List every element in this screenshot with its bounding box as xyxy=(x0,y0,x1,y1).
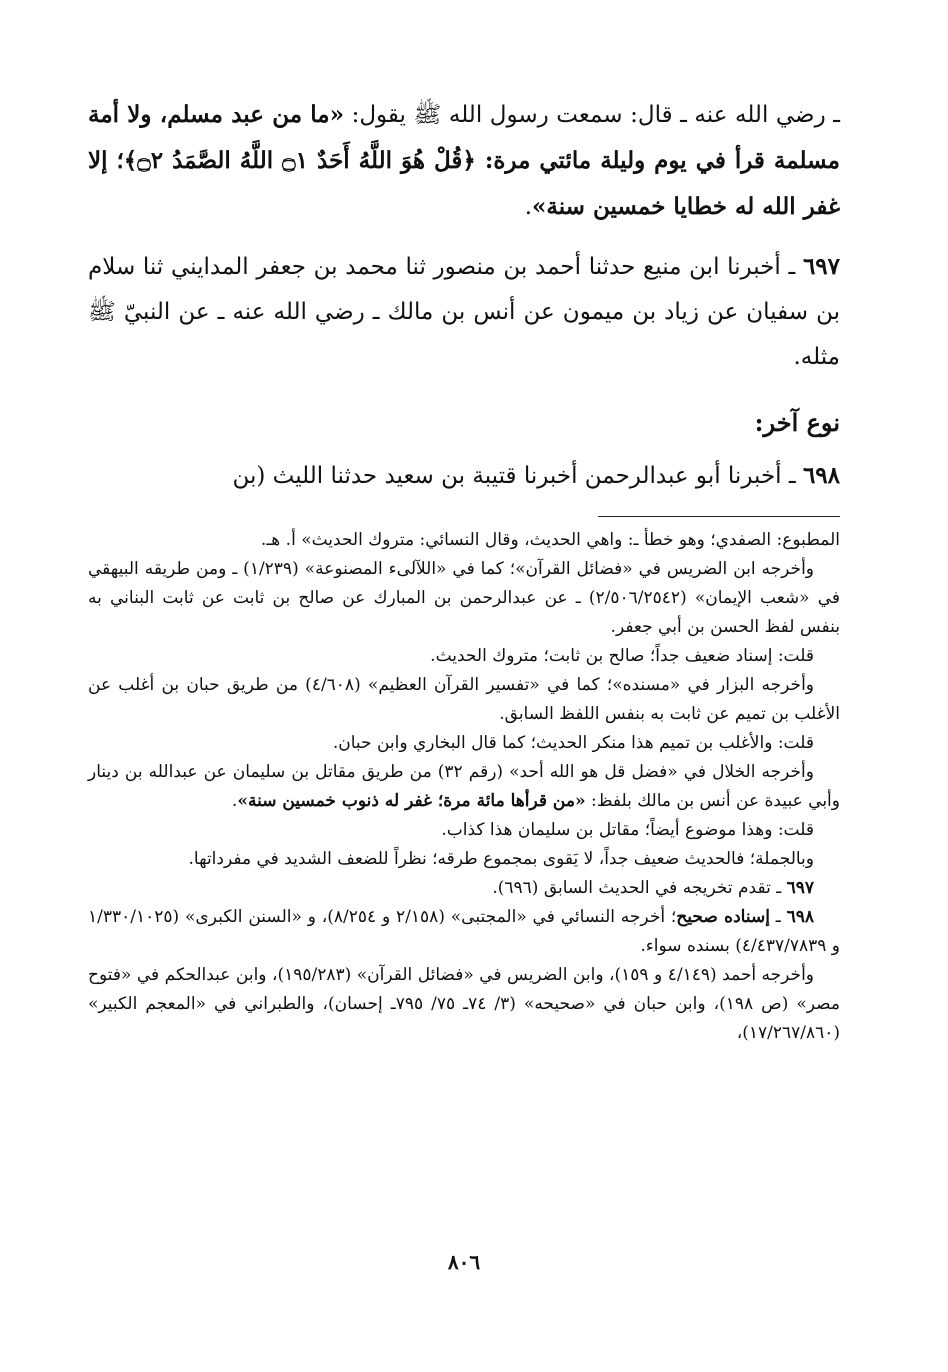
hadith-text-bold: «ما من عبد مسلم، ولا أمة مسلمة قرأ في يوم وليلة مائتي مرة: ﴿قُلْ هُوَ اللَّهُ أَحَدٌ ۝١ اللَّهُ الصَّمَدُ ۝٢﴾؛ إلا غفر الله له خطايا خمسين سنة» xyxy=(88,101,840,220)
footnote-paragraph: قلت: إسناد ضعيف جداً؛ صالح بن ثابت؛ متروك الحديث. xyxy=(430,646,814,666)
footnote-paragraph xyxy=(88,758,840,816)
hadith-number: ٦٩٨ xyxy=(802,462,840,489)
footnote-paragraph: وأخرجه البزار في «مسنده»؛ كما في «تفسير القرآن العظيم» (٤/٦٠٨) من طريق حبان بن أغلب عن الأغلب بن تميم عن ثابت به بنفس اللفظ السابق. xyxy=(88,675,840,724)
footnote-text: ـ تقدم تخريجه في الحديث السابق (٦٩٦). xyxy=(492,878,787,898)
hadith-continuation xyxy=(88,92,840,230)
footnote-text: وأخرجه الخلال في «فضل قل هو الله أحد» (رقم ٣٢) من طريق مقاتل بن سليمان عن عبدالله بن دينار وأبي عبيدة عن أنس بن مالك بلفظ: xyxy=(88,762,840,811)
hadith-intro: ـ رضي الله عنه ـ قال: سمعت رسول الله ﷺ يقول: xyxy=(344,102,840,128)
footnote-paragraph: وأخرجه أحمد (٤/١٤٩ و ١٥٩)، وابن الضريس في «فضائل القرآن» (١٩٥/٢٨٣)، وابن عبدالحكم في «فتوح مصر» (ص ١٩٨)، وابن حبان في «صحيحه» (٣/ ٧٤ـ ٧٥/ ٧٩٥ـ إحسان)، والطبراني في «المعجم الكبير» (١٧/٢٦٧/٨٦٠)، xyxy=(88,965,840,1043)
hadith-698 xyxy=(88,453,840,499)
hadith-chain: ـ أخبرنا أبو عبدالرحمن أخبرنا قتيبة بن سعيد حدثنا الليث (بن xyxy=(232,463,803,489)
footnote-text: ـ xyxy=(769,907,787,927)
footnote-paragraph xyxy=(88,903,840,961)
main-text xyxy=(88,92,840,499)
book-page xyxy=(88,92,840,1332)
hadith-number: ٦٩٧ xyxy=(802,253,840,280)
footnote-paragraph: قلت: وهذا موضوع أيضاً؛ مقاتل بن سليمان هذا كذاب. xyxy=(441,820,814,840)
footnote-divider xyxy=(598,516,840,517)
page-number: ٨٠٦ xyxy=(447,1250,481,1274)
footnote-number: ٦٩٧ xyxy=(786,878,814,898)
footnote-quote-bold: «من قرأها مائة مرة؛ غفر له ذنوب خمسين سنة» xyxy=(237,791,586,811)
section-heading: نوع آخر: xyxy=(754,408,840,437)
grading-bold: إسناده صحيح xyxy=(676,907,770,927)
hadith-697 xyxy=(88,244,840,380)
hadith-chain: ـ أخبرنا ابن منيع حدثنا أحمد بن منصور ثنا محمد بن جعفر المدايني ثنا سلام بن سفيان عن زياد بن ميمون عن أنس بن مالك ـ رضي الله عنه ـ عن النبيّ ﷺ مثله. xyxy=(88,254,840,370)
footnote-text: . xyxy=(231,791,238,811)
hadith-end: . xyxy=(524,194,533,220)
footnote-text: ؛ أخرجه النسائي في «المجتبى» (٢/١٥٨ و ٨/٢٥٤)، و «السنن الكبرى» (١/٣٣٠/١٠٢٥ و ٤/٤٣٧/٧٨٣٩) بسنده سواء. xyxy=(88,907,840,956)
footnote-paragraph: قلت: والأغلب بن تميم هذا منكر الحديث؛ كما قال البخاري وابن حبان. xyxy=(332,733,814,753)
footnotes xyxy=(88,526,840,1048)
footnote-paragraph: المطبوع: الصفدي؛ وهو خطأ ـ: واهي الحديث، وقال النسائي: متروك الحديث» أ. هـ. xyxy=(260,530,840,550)
footnote-paragraph: وبالجملة؛ فالحديث ضعيف جداً، لا يَقوى بمجموع طرقه؛ نظراً للضعف الشديد في مفرداتها. xyxy=(188,849,814,869)
footnote-paragraph xyxy=(88,874,840,903)
footnote-paragraph: وأخرجه ابن الضريس في «فضائل القرآن»؛ كما في «اللآلىء المصنوعة» (١/٢٣٩) ـ ومن طريقه البيهقي في «شعب الإيمان» (٢/٥٠٦/٢٥٤٢) ـ عن عبدالرحمن بن المبارك عن صالح بن ثابت عن ثابت البناني به بنفس لفظ الحسن بن أبي جعفر. xyxy=(88,559,840,637)
footnote-number: ٦٩٨ xyxy=(786,907,814,927)
